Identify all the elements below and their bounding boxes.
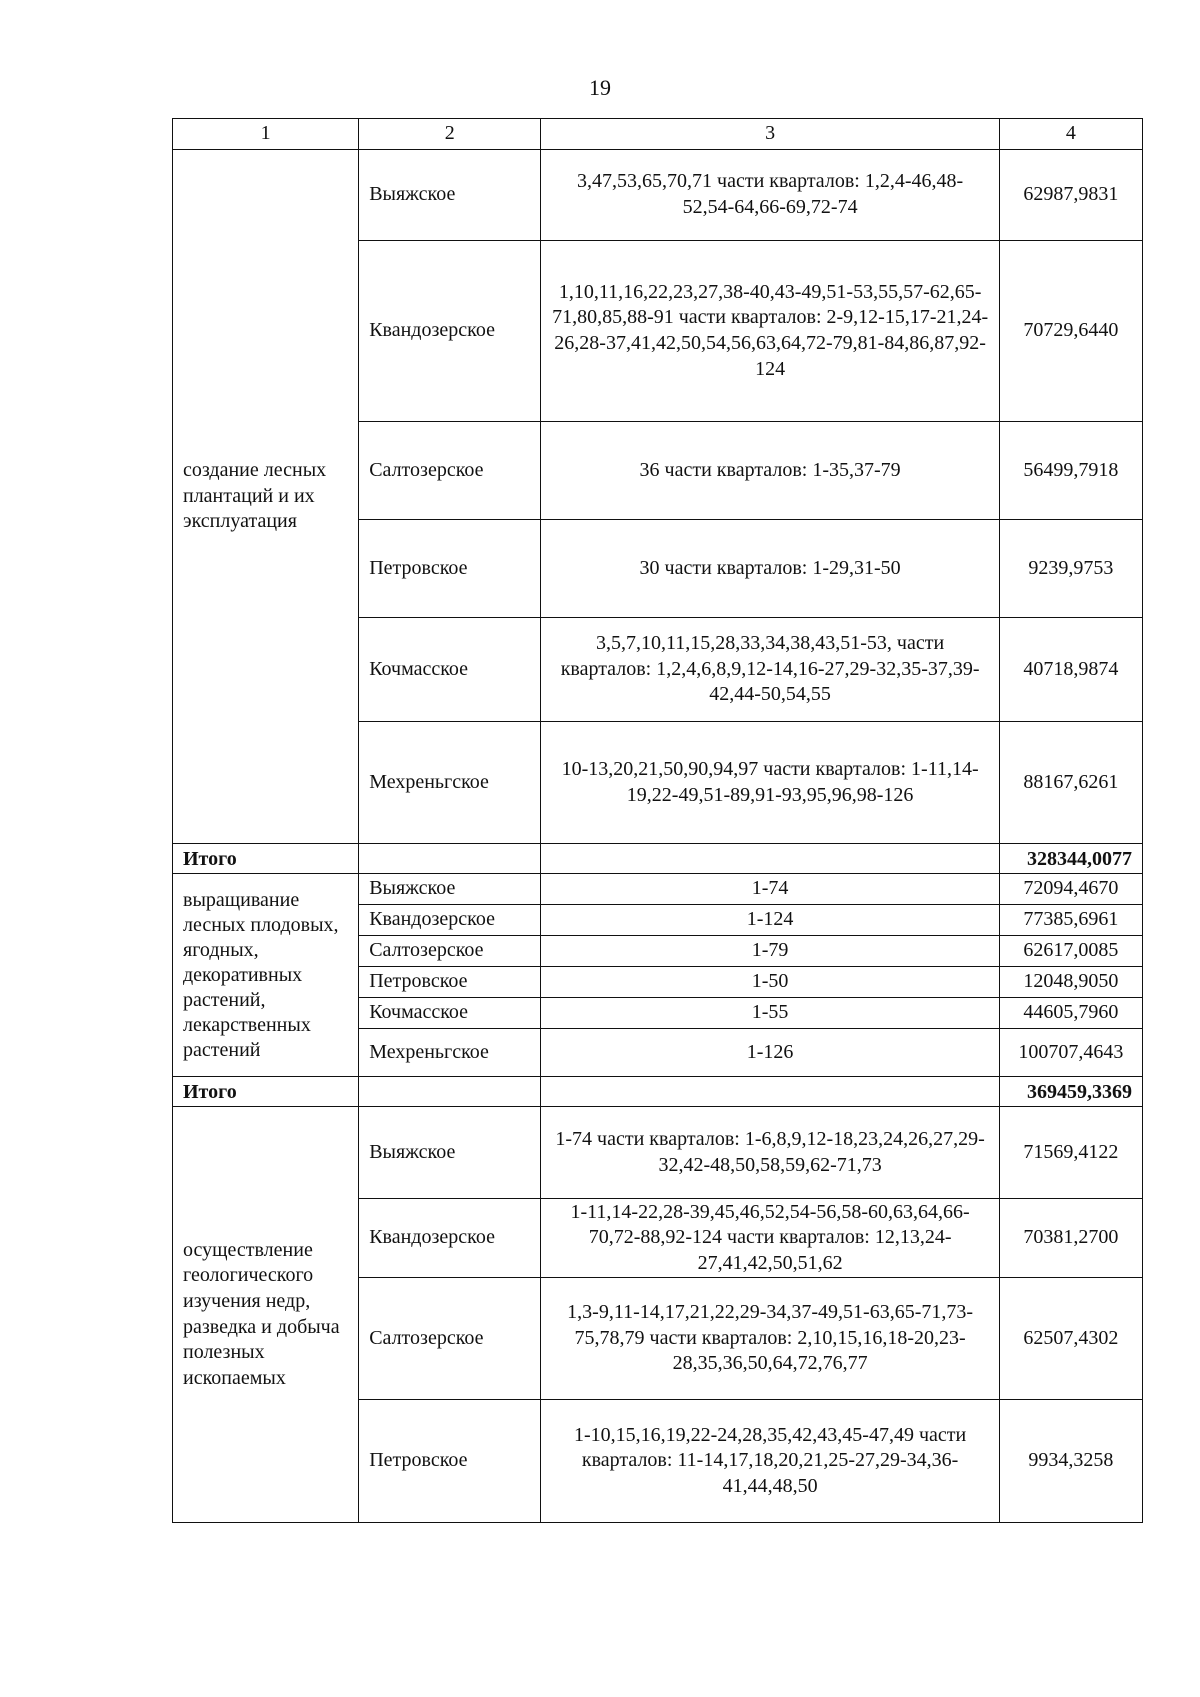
total-value: 328344,0077: [999, 844, 1142, 874]
forestry-cell: Петровское: [359, 967, 541, 998]
purpose-cell: осуществление геологического изучения недр, разведка и добыча полезных ископаемых: [173, 1107, 359, 1523]
area-cell: 9239,9753: [999, 520, 1142, 618]
total-row: [173, 1077, 1143, 1107]
forestry-cell: Салтозерское: [359, 1278, 541, 1400]
area-cell: 40718,9874: [999, 618, 1142, 722]
forestry-cell: Выяжское: [359, 1107, 541, 1199]
forestry-cell: Кочмасское: [359, 998, 541, 1029]
forestry-cell: Мехреньгское: [359, 1029, 541, 1077]
quarters-cell: 36 части кварталов: 1-35,37-79: [541, 422, 999, 520]
quarters-cell: 1-11,14-22,28-39,45,46,52,54-56,58-60,63,64,66-70,72-88,92-124 части кварталов: 12,13,24-27,41,42,50,51,62: [541, 1199, 999, 1278]
column-header-4: 4: [999, 119, 1142, 150]
quarters-cell: 1,10,11,16,22,23,27,38-40,43-49,51-53,55,57-62,65-71,80,85,88-91 части кварталов: 2-9,12-15,17-21,24-26,28-37,41,42,50,54,56,63,64,72-79,81-84,86,87,92-124: [541, 241, 999, 422]
area-cell: 88167,6261: [999, 722, 1142, 844]
table-row: [173, 874, 1143, 905]
forestry-cell: Квандозерское: [359, 1199, 541, 1278]
area-cell: 70729,6440: [999, 241, 1142, 422]
quarters-cell: 10-13,20,21,50,90,94,97 части кварталов: 1-11,14-19,22-49,51-89,91-93,95,96,98-126: [541, 722, 999, 844]
column-header-3: 3: [541, 119, 999, 150]
quarters-cell: 3,5,7,10,11,15,28,33,34,38,43,51-53, части кварталов: 1,2,4,6,8,9,12-14,16-27,29-32,35-37,39-42,44-50,54,55: [541, 618, 999, 722]
column-header-2: 2: [359, 119, 541, 150]
quarters-cell: 1,3-9,11-14,17,21,22,29-34,37-49,51-63,65-71,73-75,78,79 части кварталов: 2,10,15,16,18-20,23-28,35,36,50,64,72,76,77: [541, 1278, 999, 1400]
quarters-cell: 30 части кварталов: 1-29,31-50: [541, 520, 999, 618]
forest-quarters-table: [172, 118, 1143, 1523]
purpose-cell: создание лесных плантаций и их эксплуатация: [173, 150, 359, 844]
forestry-cell: Квандозерское: [359, 905, 541, 936]
empty-cell: [359, 1077, 541, 1107]
quarters-cell: 1-79: [541, 936, 999, 967]
quarters-cell: 1-55: [541, 998, 999, 1029]
forestry-cell: Петровское: [359, 520, 541, 618]
empty-cell: [541, 1077, 999, 1107]
quarters-cell: 3,47,53,65,70,71 части кварталов: 1,2,4-46,48-52,54-64,66-69,72-74: [541, 150, 999, 241]
forestry-cell: Выяжское: [359, 150, 541, 241]
purpose-cell: выращивание лесных плодовых, ягодных, декоративных растений, лекарственных растений: [173, 874, 359, 1077]
area-cell: 12048,9050: [999, 967, 1142, 998]
quarters-cell: 1-124: [541, 905, 999, 936]
table-row: [173, 1107, 1143, 1199]
quarters-cell: 1-74 части кварталов: 1-6,8,9,12-18,23,24,26,27,29-32,42-48,50,58,59,62-71,73: [541, 1107, 999, 1199]
page-number: 19: [589, 75, 611, 100]
total-value: 369459,3369: [999, 1077, 1142, 1107]
table-header-row: [173, 119, 1143, 150]
forestry-cell: Выяжское: [359, 874, 541, 905]
column-header-1: 1: [173, 119, 359, 150]
forestry-cell: Петровское: [359, 1400, 541, 1523]
forestry-cell: Салтозерское: [359, 936, 541, 967]
area-cell: 9934,3258: [999, 1400, 1142, 1523]
area-cell: 71569,4122: [999, 1107, 1142, 1199]
area-cell: 44605,7960: [999, 998, 1142, 1029]
forestry-cell: Квандозерское: [359, 241, 541, 422]
forestry-cell: Салтозерское: [359, 422, 541, 520]
total-label: Итого: [173, 1077, 359, 1107]
quarters-cell: 1-50: [541, 967, 999, 998]
area-cell: 72094,4670: [999, 874, 1142, 905]
quarters-cell: 1-74: [541, 874, 999, 905]
area-cell: 100707,4643: [999, 1029, 1142, 1077]
empty-cell: [541, 844, 999, 874]
area-cell: 70381,2700: [999, 1199, 1142, 1278]
area-cell: 77385,6961: [999, 905, 1142, 936]
quarters-cell: 1-126: [541, 1029, 999, 1077]
forestry-cell: Кочмасское: [359, 618, 541, 722]
area-cell: 62507,4302: [999, 1278, 1142, 1400]
empty-cell: [359, 844, 541, 874]
total-label: Итого: [173, 844, 359, 874]
area-cell: 62987,9831: [999, 150, 1142, 241]
area-cell: 62617,0085: [999, 936, 1142, 967]
total-row: [173, 844, 1143, 874]
quarters-cell: 1-10,15,16,19,22-24,28,35,42,43,45-47,49 части кварталов: 11-14,17,18,20,21,25-27,29-34,36-41,44,48,50: [541, 1400, 999, 1523]
table-row: [173, 150, 1143, 241]
area-cell: 56499,7918: [999, 422, 1142, 520]
forestry-cell: Мехреньгское: [359, 722, 541, 844]
